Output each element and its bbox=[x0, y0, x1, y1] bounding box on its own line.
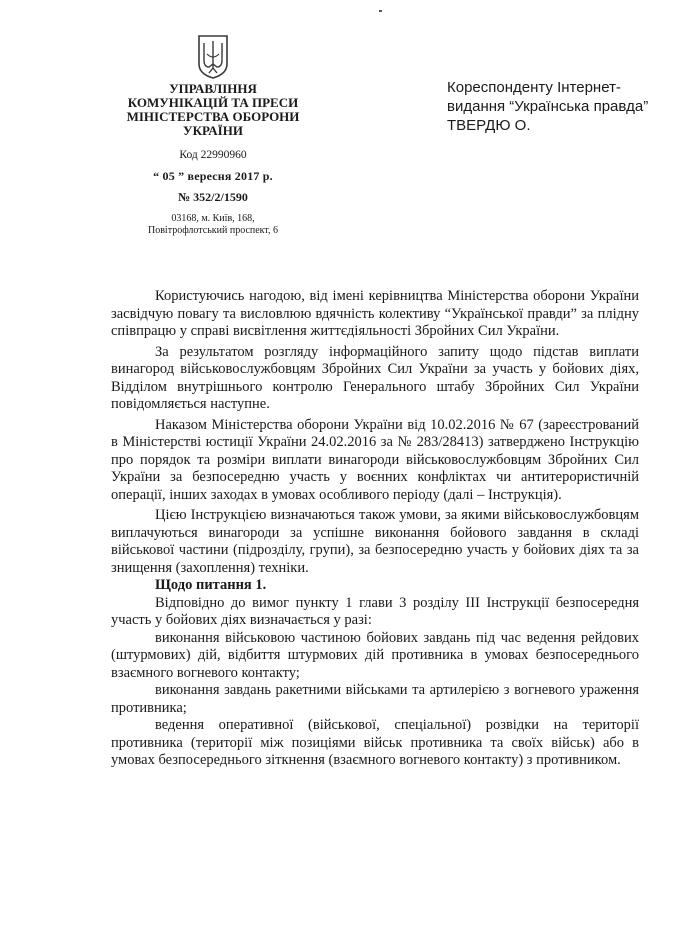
org-name-line-1: УПРАВЛІННЯ bbox=[169, 81, 257, 96]
list-item-3: ведення оперативної (військової, спеціальної) розвідки на території противника (території між позиціями військ противника та своїх військ) або в умовах безпосереднього зіткнення (взаємного вогневого контакту) з противником. bbox=[111, 717, 639, 768]
list-item-2: виконання завдань ракетними військами та артилерією з вогневого ураження противника; bbox=[111, 682, 639, 716]
org-name-line-2: КОМУНІКАЦІЙ ТА ПРЕСИ bbox=[127, 95, 299, 110]
org-name-line-3: МІНІСТЕРСТВА ОБОРОНИ bbox=[126, 109, 300, 124]
paragraph-1: Користуючись нагодою, від імені керівництва Міністерства оборони України засвідчую повагу та висловлюю вдячність колективу “Української правди” за плідну співпрацю у справі висвітлення життєдіяльності Збройних Сил України. bbox=[111, 288, 639, 339]
recipient-line-1: Кореспонденту Інтернет- bbox=[447, 79, 621, 96]
trident-emblem-icon bbox=[196, 34, 230, 80]
paragraph-3: Наказом Міністерства оборони України від 10.02.2016 № 67 (зареєстрований в Міністерстві юстиції України 24.02.2016 за № 283/28413) затверджено Інструкцію про порядок та розміри виплати винагороди військовослужбовцям Збройних Сил України за безпосередню участь у воєнних конфліктах чи антитерористичній операції, інших заходах в умовах особливого періоду (далі – Інструкція). bbox=[111, 416, 639, 503]
sender-block bbox=[118, 82, 308, 237]
org-code: Код 22990960 bbox=[179, 149, 247, 161]
recipient-line-2: видання “Українська правда” bbox=[447, 98, 649, 115]
org-name-line-4: УКРАЇНИ bbox=[183, 123, 243, 138]
paragraph-4: Цією Інструкцією визначаються також умови, за якими військовослужбовцям виплачуються винагороди за успішне виконання бойового завдання в складі військової частини (підрозділу, групи), за безпосередню участь у бойових діях та за знищення (захоплення) техніки. bbox=[111, 507, 639, 576]
letter-date: “ 05 ” вересня 2017 р. bbox=[153, 169, 273, 183]
letter-number: № 352/2/1590 bbox=[178, 190, 248, 204]
address-line-1: 03168, м. Київ, 168, bbox=[171, 213, 255, 224]
recipient-line-3: ТВЕРДЮ О. bbox=[447, 117, 531, 134]
section-heading-question-1: Щодо питання 1. bbox=[155, 577, 267, 593]
letter-body bbox=[111, 288, 639, 770]
address-line-2: Повітрофлотський проспект, 6 bbox=[147, 225, 279, 236]
paragraph-2: За результатом розгляду інформаційного запиту щодо підстав виплати винагород військовослужбовцям Збройних Сил України за участь у бойових діях, Відділом внутрішнього контролю Генерального штабу Збройних Сил України повідомляється наступне. bbox=[111, 343, 639, 412]
paragraph-5: Відповідно до вимог пункту 1 глави 3 розділу III Інструкції безпосередня участь у бойових діях визначається у разі: bbox=[111, 594, 639, 628]
recipient-block bbox=[447, 78, 667, 135]
scan-speck bbox=[379, 10, 382, 12]
list-item-1: виконання військовою частиною бойових завдань під час ведення рейдових (штурмових) дій, відбиття штурмових дій противника в умовах безпосереднього взаємного вогневого контакту; bbox=[111, 629, 639, 681]
